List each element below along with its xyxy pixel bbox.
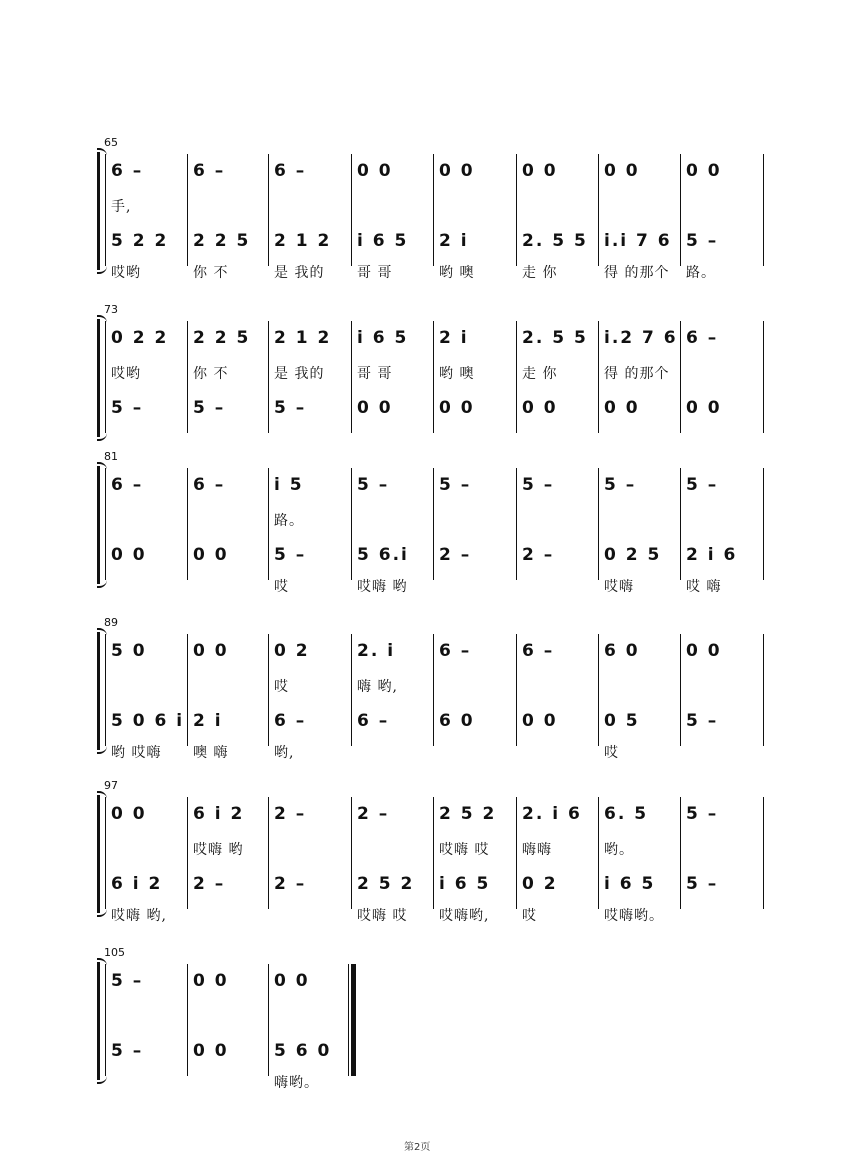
lower-voice-note: 2. 5 5 [522, 231, 588, 251]
barline [433, 154, 434, 266]
upper-voice-lyric: 哟。 [604, 842, 634, 858]
measure-number: 65 [104, 136, 118, 149]
upper-voice-note: 6 0 [604, 641, 640, 661]
lower-voice-lyric: 噢 嗨 [193, 745, 229, 761]
lower-voice-note: 5 6.i [357, 545, 409, 565]
lower-voice-note: 2 5 2 [357, 874, 415, 894]
barline [680, 321, 681, 433]
lower-voice-note: 5 – [111, 398, 144, 418]
lower-voice-note: 2 – [522, 545, 555, 565]
barline [351, 468, 352, 580]
lower-voice-note: 2 1 2 [274, 231, 332, 251]
measure-number: 105 [104, 946, 125, 959]
lower-voice-note: 0 0 [193, 545, 229, 565]
lower-voice-note: 0 0 [439, 398, 475, 418]
upper-voice-note: 6 – [193, 161, 226, 181]
lower-voice-note: 6 0 [439, 711, 475, 731]
barline [763, 321, 764, 433]
lower-voice-note: 5 – [274, 398, 307, 418]
lower-voice-lyric: 哟 哎嗨 [111, 745, 162, 761]
lower-voice-lyric: 哥 哥 [357, 265, 393, 281]
lower-voice-note: 6 i 2 [111, 874, 163, 894]
lower-voice-lyric: 哟, [274, 745, 295, 761]
barline [680, 468, 681, 580]
upper-voice-note: 0 2 [274, 641, 310, 661]
barline [433, 634, 434, 746]
score-system [0, 450, 862, 595]
lower-voice-note: i.i 7 6 [604, 231, 672, 251]
lower-voice-lyric: 路。 [686, 265, 716, 281]
lower-voice-note: 0 0 [522, 711, 558, 731]
upper-voice-note: i 6 5 [357, 328, 409, 348]
barline [268, 321, 269, 433]
score-system [0, 616, 862, 761]
lower-voice-lyric: 哎嗨 哟, [111, 908, 167, 924]
upper-voice-lyric: 手, [111, 199, 132, 215]
upper-voice-lyric: 哎嗨 哎 [439, 842, 490, 858]
lower-voice-note: 5 – [686, 231, 719, 251]
lower-voice-lyric: 走 你 [522, 265, 558, 281]
barline [763, 797, 764, 909]
lower-voice-note: i 6 5 [357, 231, 409, 251]
lower-voice-note: 5 – [686, 711, 719, 731]
upper-voice-note: 5 – [111, 971, 144, 991]
barline [433, 797, 434, 909]
upper-voice-lyric: 嗨嗨 [522, 842, 552, 858]
upper-voice-note: 6 – [111, 475, 144, 495]
upper-voice-note: 0 0 [686, 641, 722, 661]
upper-voice-note: 2 5 2 [439, 804, 497, 824]
lower-voice-lyric: 哎嗨哟, [439, 908, 490, 924]
lower-voice-note: 0 0 [604, 398, 640, 418]
lower-voice-lyric: 哎 [604, 745, 619, 761]
upper-voice-note: 0 0 [193, 641, 229, 661]
lower-voice-lyric: 哎嗨 哎 [357, 908, 408, 924]
upper-voice-note: 6 – [686, 328, 719, 348]
barline [187, 154, 188, 266]
upper-voice-note: 0 0 [274, 971, 310, 991]
final-barline-thin [348, 964, 349, 1076]
barline [351, 634, 352, 746]
lower-voice-lyric: 哎 [274, 579, 289, 595]
upper-voice-note: 6. 5 [604, 804, 649, 824]
upper-voice-note: 0 0 [111, 804, 147, 824]
lower-voice-note: 5 – [274, 545, 307, 565]
upper-voice-note: 2. i 6 [522, 804, 582, 824]
upper-voice-note: 5 – [439, 475, 472, 495]
upper-voice-note: 5 – [686, 475, 719, 495]
upper-voice-note: 6 – [274, 161, 307, 181]
lower-voice-note: 2 2 5 [193, 231, 251, 251]
upper-voice-note: 5 – [686, 804, 719, 824]
upper-voice-note: 6 – [193, 475, 226, 495]
barline [105, 321, 106, 433]
lower-voice-note: 5 – [111, 1041, 144, 1061]
lower-voice-note: 5 2 2 [111, 231, 169, 251]
score-system [0, 946, 862, 1091]
system-bracket [92, 466, 102, 584]
lower-voice-note: 5 – [686, 874, 719, 894]
upper-voice-lyric: 是 我的 [274, 366, 325, 382]
upper-voice-note: 6 – [111, 161, 144, 181]
barline [516, 154, 517, 266]
upper-voice-note: 2 i [439, 328, 469, 348]
barline [187, 468, 188, 580]
barline [268, 634, 269, 746]
barline [105, 468, 106, 580]
upper-voice-lyric: 走 你 [522, 366, 558, 382]
page-footer: 第2页 [404, 1142, 431, 1153]
upper-voice-lyric: 嗨 哟, [357, 679, 398, 695]
upper-voice-note: 0 0 [357, 161, 393, 181]
measure-number: 73 [104, 303, 118, 316]
system-bracket [92, 319, 102, 437]
barline [351, 321, 352, 433]
barline [763, 154, 764, 266]
system-bracket [92, 152, 102, 270]
barline [268, 964, 269, 1076]
lower-voice-note: 2 i 6 [686, 545, 738, 565]
upper-voice-lyric: 哟 噢 [439, 366, 475, 382]
barline [105, 154, 106, 266]
barline [598, 321, 599, 433]
barline [680, 797, 681, 909]
upper-voice-note: 2 1 2 [274, 328, 332, 348]
upper-voice-note: 5 – [604, 475, 637, 495]
barline [105, 964, 106, 1076]
barline [268, 797, 269, 909]
system-bracket [92, 795, 102, 913]
upper-voice-note: 2 – [274, 804, 307, 824]
lower-voice-lyric: 你 不 [193, 265, 229, 281]
lower-voice-note: 0 2 [522, 874, 558, 894]
upper-voice-note: 0 2 2 [111, 328, 169, 348]
barline [516, 321, 517, 433]
upper-voice-note: 5 – [357, 475, 390, 495]
barline [680, 634, 681, 746]
lower-voice-lyric: 得 的那个 [604, 265, 670, 281]
barline [516, 634, 517, 746]
lower-voice-note: 2 i [439, 231, 469, 251]
upper-voice-note: i.2 7 6 [604, 328, 678, 348]
barline [598, 468, 599, 580]
score-system [0, 779, 862, 924]
lower-voice-lyric: 哎嗨 哟 [357, 579, 408, 595]
lower-voice-note: i 6 5 [604, 874, 656, 894]
lower-voice-note: 0 0 [686, 398, 722, 418]
system-bracket [92, 632, 102, 750]
lower-voice-lyric: 是 我的 [274, 265, 325, 281]
upper-voice-note: 2. 5 5 [522, 328, 588, 348]
barline [598, 634, 599, 746]
barline [516, 797, 517, 909]
lower-voice-note: 0 0 [111, 545, 147, 565]
upper-voice-note: 0 0 [439, 161, 475, 181]
lower-voice-note: 0 0 [357, 398, 393, 418]
barline [763, 634, 764, 746]
barline [105, 634, 106, 746]
barline [763, 468, 764, 580]
measure-number: 81 [104, 450, 118, 463]
lower-voice-note: 0 0 [522, 398, 558, 418]
barline [433, 468, 434, 580]
lower-voice-note: 0 2 5 [604, 545, 662, 565]
barline [187, 797, 188, 909]
upper-voice-lyric: 哎嗨 哟 [193, 842, 244, 858]
lower-voice-lyric: 哎 嗨 [686, 579, 722, 595]
barline [598, 154, 599, 266]
lower-voice-note: 2 – [193, 874, 226, 894]
barline [105, 797, 106, 909]
lower-voice-note: 2 – [274, 874, 307, 894]
lower-voice-lyric: 哎嗨 [604, 579, 634, 595]
upper-voice-note: 2. i [357, 641, 396, 661]
upper-voice-note: 2 – [357, 804, 390, 824]
lower-voice-note: 5 0 6 i [111, 711, 185, 731]
measure-number: 97 [104, 779, 118, 792]
upper-voice-lyric: 路。 [274, 513, 304, 529]
lower-voice-note: i 6 5 [439, 874, 491, 894]
upper-voice-note: 0 0 [522, 161, 558, 181]
barline [516, 468, 517, 580]
measure-number: 89 [104, 616, 118, 629]
lower-voice-note: 6 – [357, 711, 390, 731]
barline [187, 964, 188, 1076]
lower-voice-note: 0 0 [193, 1041, 229, 1061]
score-system [0, 305, 862, 445]
upper-voice-note: 0 0 [193, 971, 229, 991]
lower-voice-lyric: 哎嗨哟。 [604, 908, 664, 924]
barline [187, 634, 188, 746]
barline [433, 321, 434, 433]
lower-voice-note: 6 – [274, 711, 307, 731]
upper-voice-lyric: 你 不 [193, 366, 229, 382]
upper-voice-lyric: 哎哟 [111, 366, 141, 382]
upper-voice-note: 0 0 [686, 161, 722, 181]
barline [187, 321, 188, 433]
lower-voice-note: 2 – [439, 545, 472, 565]
upper-voice-lyric: 哎 [274, 679, 289, 695]
lower-voice-note: 5 – [193, 398, 226, 418]
upper-voice-note: 0 0 [604, 161, 640, 181]
lower-voice-lyric: 哟 噢 [439, 265, 475, 281]
lower-voice-lyric: 嗨哟。 [274, 1075, 319, 1091]
upper-voice-note: 6 – [439, 641, 472, 661]
lower-voice-lyric: 哎 [522, 908, 537, 924]
lower-voice-note: 5 6 0 [274, 1041, 332, 1061]
lower-voice-note: 0 5 [604, 711, 640, 731]
system-bracket [92, 962, 102, 1080]
barline [680, 154, 681, 266]
upper-voice-note: 2 2 5 [193, 328, 251, 348]
barline [598, 797, 599, 909]
final-barline-thick [352, 964, 356, 1076]
score-system [0, 136, 862, 281]
upper-voice-note: 6 i 2 [193, 804, 245, 824]
upper-voice-lyric: 得 的那个 [604, 366, 670, 382]
upper-voice-note: i 5 [274, 475, 304, 495]
upper-voice-note: 5 0 [111, 641, 147, 661]
barline [351, 154, 352, 266]
upper-voice-note: 5 – [522, 475, 555, 495]
upper-voice-note: 6 – [522, 641, 555, 661]
barline [268, 468, 269, 580]
lower-voice-note: 2 i [193, 711, 223, 731]
lower-voice-lyric: 哎哟 [111, 265, 141, 281]
barline [268, 154, 269, 266]
upper-voice-lyric: 哥 哥 [357, 366, 393, 382]
barline [351, 797, 352, 909]
